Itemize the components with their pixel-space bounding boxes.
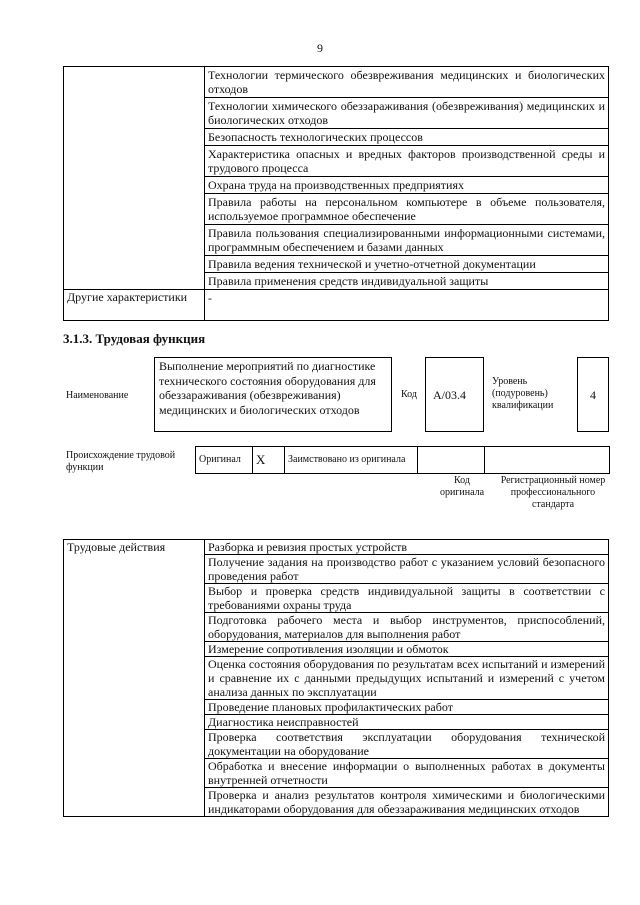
table-cell: Правила применения средств индивидуальной защиты: [205, 273, 609, 290]
origin-code-cell: [418, 447, 485, 474]
table-cell: Правила работы на персональном компьютере в объеме пользователя, используемое программное обеспечение: [205, 194, 609, 225]
name-label: Наименование: [66, 390, 129, 401]
table-cell: Технологии химического обеззараживания (обезвреживания) медицинских и биологических отходов: [205, 98, 609, 129]
table-cell: Диагностика неисправностей: [205, 715, 609, 730]
page-number: 9: [317, 41, 323, 55]
registration-number-caption: Регистрационный номер профессионального стандарта: [500, 475, 606, 510]
function-name-box: Выполнение мероприятий по диагностике технического состояния оборудования для обеззараживания (обезвреживания) медицинских и биологических отходов: [154, 357, 392, 432]
level-label: Уровень (подуровень) квалификации: [492, 376, 554, 411]
original-label: Оригинал: [196, 447, 253, 474]
table-cell: Проверка соответствия эксплуатации оборудования технической документации на оборудование: [205, 730, 609, 759]
other-characteristics-label: Другие характеристики: [64, 290, 205, 321]
origin-label: Происхождение трудовой функции: [66, 450, 176, 473]
code-label: Код: [401, 389, 417, 400]
origin-code-caption: Код оригинала: [439, 475, 485, 498]
table-cell: Технологии термического обезвреживания медицинских и биологических отходов: [205, 67, 609, 98]
section-title: 3.1.3. Трудовая функция: [63, 331, 206, 346]
table-row: [64, 290, 609, 321]
table-cell: Оценка состояния оборудования по результатам всех испытаний и измерений и сравнение их с данными предыдущих испытаний и измерений с учетом анализа данных по эксплуатации: [205, 657, 609, 700]
table-cell: Разборка и ревизия простых устройств: [205, 540, 609, 555]
table-cell: Проведение плановых профилактических работ: [205, 700, 609, 715]
labour-actions-table: [63, 539, 609, 817]
other-characteristics-value: -: [205, 290, 609, 321]
table-cell: Правила ведения технической и учетно-отчетной документации: [205, 256, 609, 273]
table-cell: Безопасность технологических процессов: [205, 129, 609, 146]
origin-table: [195, 446, 610, 474]
knowledge-table: [63, 66, 609, 321]
table-row: [64, 67, 609, 98]
code-box: А/03.4: [425, 357, 484, 432]
table-cell: Охрана труда на производственных предприятиях: [205, 177, 609, 194]
table-cell: Обработка и внесение информации о выполненных работах в документы внутренней отчетности: [205, 759, 609, 788]
table-cell: Подготовка рабочего места и выбор инструментов, приспособлений, оборудования, материалов для выполнения работ: [205, 613, 609, 642]
knowledge-label-cell: [64, 67, 205, 290]
table-cell: Измерение сопротивления изоляции и обмоток: [205, 642, 609, 657]
table-cell: Выбор и проверка средств индивидуальной защиты в соответствии с требованиями охраны труда: [205, 584, 609, 613]
original-mark: X: [253, 447, 285, 474]
table-cell: Правила пользования специализированными информационными системами, программным обеспечением и базами данных: [205, 225, 609, 256]
borrowed-label: Заимствовано из оригинала: [285, 447, 418, 474]
table-cell: Получение задания на производство работ с указанием условий безопасного проведения работ: [205, 555, 609, 584]
table-cell: Характеристика опасных и вредных факторов производственной среды и трудового процесса: [205, 146, 609, 177]
level-box: 4: [577, 357, 609, 432]
registration-number-cell: [485, 447, 610, 474]
table-cell: Проверка и анализ результатов контроля химическими и биологическими индикаторами оборудования для обеззараживания медицинских отходов: [205, 788, 609, 817]
labour-actions-label: Трудовые действия: [64, 540, 205, 817]
table-row: [64, 540, 609, 555]
